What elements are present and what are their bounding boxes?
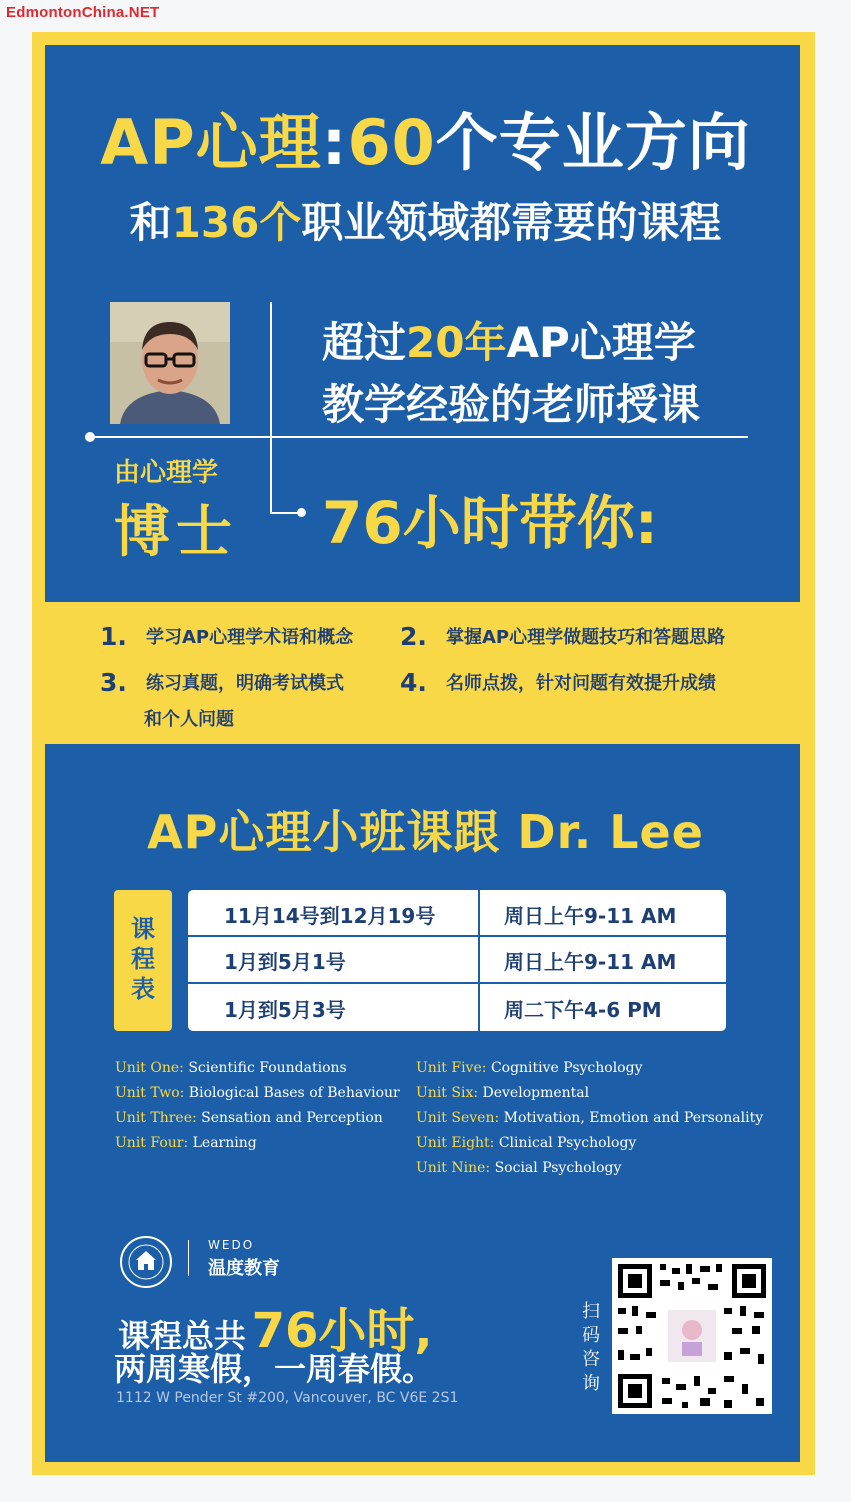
teacher-photo (110, 302, 230, 424)
schedule-row (188, 936, 726, 982)
schedule-label-char: 表 (131, 975, 155, 1003)
address: 1112 W Pender St #200, Vancouver, BC V6E 2S1 (116, 1390, 459, 1406)
unit-item: Unit Four: Learning (115, 1135, 257, 1151)
unit-item: Unit Nine: Social Psychology (416, 1160, 622, 1176)
school-logo-icon (120, 1236, 172, 1288)
schedule-label-char: 课 (131, 915, 155, 943)
connector-line (270, 512, 298, 514)
point-item: 1. 学习AP心理学术语和概念 (100, 622, 354, 651)
unit-item: Unit One: Scientific Foundations (115, 1060, 347, 1076)
divider-horizontal (90, 436, 748, 438)
schedule-dates: 1月到5月3号 (224, 998, 346, 1022)
teacher-portrait-image (110, 302, 230, 424)
total-hours: 课程总共 76小时, (118, 1303, 433, 1359)
small-class-heading: AP心理小班课跟 Dr. Lee (147, 805, 704, 859)
connector-dot (297, 508, 306, 517)
experience-line2: 教学经验的老师授课 (322, 380, 701, 429)
schedule-row (188, 890, 726, 936)
schedule-dates: 11月14号到12月19号 (224, 904, 436, 928)
unit-item: Unit Seven: Motivation, Emotion and Personality (416, 1110, 764, 1126)
hours-heading: 76小时带你: (322, 489, 658, 557)
schedule-label-char: 程 (131, 945, 155, 973)
schedule-row (188, 984, 726, 1030)
point-item: 4. 名师点拨，针对问题有效提升成绩 (400, 668, 716, 697)
scan-char: 询 (582, 1373, 600, 1394)
teacher-title: 博士 (114, 500, 238, 565)
column-divider (478, 890, 480, 1031)
point-item: 2. 掌握AP心理学做题技巧和答题思路 (400, 622, 726, 651)
scan-consult-label (580, 1300, 602, 1396)
brand-divider (188, 1240, 189, 1276)
brand-english: WEDO (208, 1238, 255, 1252)
unit-item: Unit Six: Developmental (416, 1085, 590, 1101)
schedule-label (114, 890, 172, 1031)
divider-vertical (270, 302, 272, 514)
point-item-continued: 和个人问题 (144, 709, 234, 730)
teacher-by-line: 由心理学 (114, 458, 219, 488)
schedule-time: 周日上午9-11 AM (504, 904, 677, 928)
unit-item: Unit Three: Sensation and Perception (115, 1110, 383, 1126)
unit-item: Unit Two: Biological Bases of Behaviour (115, 1085, 400, 1101)
site-watermark: EdmontonChina.NET (6, 4, 160, 21)
experience-line1: 超过20年AP心理学 (322, 318, 696, 367)
headline-line1: AP心理:60个专业方向 (100, 106, 751, 179)
brand-chinese: 温度教育 (208, 1258, 280, 1279)
scan-char: 咨 (582, 1349, 600, 1370)
scan-char: 码 (582, 1325, 600, 1346)
divider-dot (85, 432, 95, 442)
qr-code-icon[interactable] (612, 1258, 772, 1414)
schedule-table (188, 890, 726, 1031)
schedule-time: 周日上午9-11 AM (504, 950, 677, 974)
schedule-time: 周二下午4-6 PM (504, 998, 662, 1022)
unit-item: Unit Five: Cognitive Psychology (416, 1060, 643, 1076)
holiday-note: 两周寒假，一周春假。 (114, 1350, 435, 1388)
point-item: 3. 练习真题，明确考试模式 (100, 668, 344, 697)
headline-line2: 和136个职业领域都需要的课程 (129, 198, 722, 247)
unit-item: Unit Eight: Clinical Psychology (416, 1135, 637, 1151)
scan-char: 扫 (582, 1301, 600, 1322)
schedule-dates: 1月到5月1号 (224, 950, 346, 974)
